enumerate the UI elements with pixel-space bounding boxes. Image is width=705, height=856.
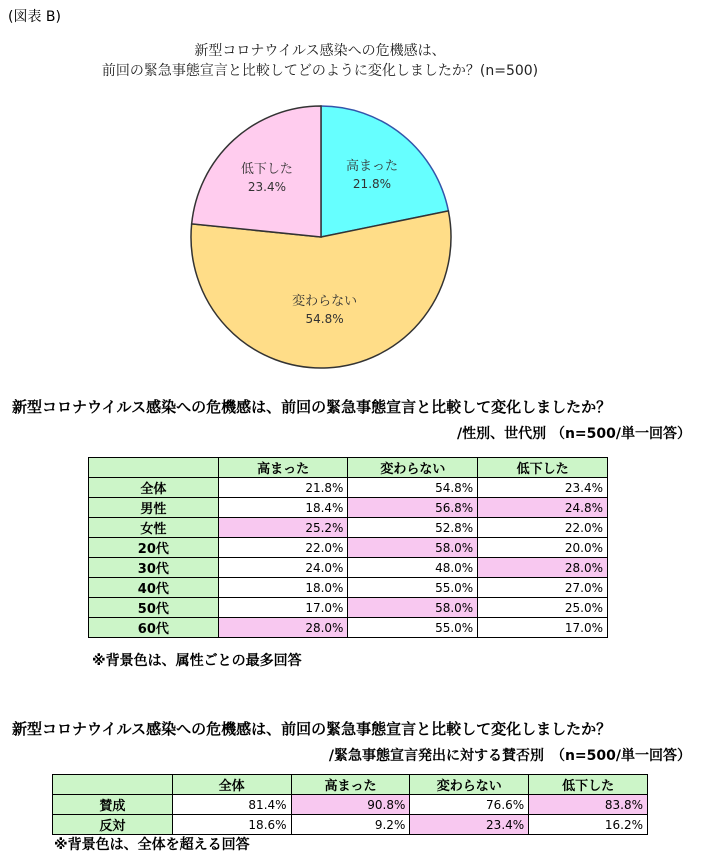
figure-label: (図表 B) <box>8 9 61 25</box>
value-cell: 83.8% <box>529 795 648 815</box>
value-cell: 18.6% <box>172 815 291 835</box>
column-header: 低下した <box>478 458 608 478</box>
pie-title-line2: 前回の緊急事態宣言と比較してどのように変化しましたか？(n=500) <box>101 63 539 79</box>
value-cell: 58.0% <box>348 538 478 558</box>
value-cell: 54.8% <box>348 478 478 498</box>
value-cell: 16.2% <box>529 815 648 835</box>
value-cell: 55.0% <box>348 618 478 638</box>
table1-subtitle: /性別、世代別 （n=500/単一回答） <box>456 426 691 442</box>
value-cell: 24.0% <box>218 558 348 578</box>
pie-slice-value: 21.8% <box>352 177 392 192</box>
row-label: 60代 <box>89 618 219 638</box>
table1-question: 新型コロナウイルス感染への危機感は、前回の緊急事態宣言と比較して変化しましたか？ <box>12 398 612 416</box>
row-label: 40代 <box>89 578 219 598</box>
table-row <box>89 538 608 558</box>
row-label: 50代 <box>89 598 219 618</box>
value-cell: 81.4% <box>172 795 291 815</box>
value-cell: 17.0% <box>478 618 608 638</box>
column-header: 低下した <box>529 775 648 795</box>
pie-slice-value: 54.8% <box>305 311 344 326</box>
value-cell: 20.0% <box>478 538 608 558</box>
table2-subtitle: /緊急事態宣言発出に対する賛否別 （n=500/単一回答） <box>328 748 691 764</box>
value-cell: 28.0% <box>478 558 608 578</box>
value-cell: 25.0% <box>478 598 608 618</box>
table-row <box>89 558 608 578</box>
value-cell: 52.8% <box>348 518 478 538</box>
row-label: 男性 <box>89 498 219 518</box>
row-label: 賛成 <box>53 795 173 815</box>
table2-question: 新型コロナウイルス感染への危機感は、前回の緊急事態宣言と比較して変化しましたか？ <box>12 720 612 738</box>
table-row <box>53 795 648 815</box>
row-label: 全体 <box>89 478 219 498</box>
table-row <box>89 478 608 498</box>
table-row <box>89 618 608 638</box>
column-header: 高まった <box>291 775 410 795</box>
value-cell: 23.4% <box>478 478 608 498</box>
value-cell: 48.0% <box>348 558 478 578</box>
column-header: 高まった <box>218 458 348 478</box>
value-cell: 23.4% <box>410 815 529 835</box>
column-header: 全体 <box>172 775 291 795</box>
value-cell: 9.2% <box>291 815 410 835</box>
pie-slice-label: 変わらない <box>292 293 358 309</box>
table2 <box>52 774 648 835</box>
value-cell: 28.0% <box>218 618 348 638</box>
value-cell: 24.8% <box>478 498 608 518</box>
row-label: 20代 <box>89 538 219 558</box>
value-cell: 18.4% <box>218 498 348 518</box>
value-cell: 58.0% <box>348 598 478 618</box>
value-cell: 18.0% <box>218 578 348 598</box>
value-cell: 22.0% <box>478 518 608 538</box>
value-cell: 55.0% <box>348 578 478 598</box>
value-cell: 21.8% <box>218 478 348 498</box>
row-label: 女性 <box>89 518 219 538</box>
value-cell: 90.8% <box>291 795 410 815</box>
table1-note: ※背景色は、属性ごとの最多回答 <box>92 653 302 669</box>
table-row <box>89 518 608 538</box>
header-row <box>53 775 648 795</box>
table-row <box>89 598 608 618</box>
value-cell: 56.8% <box>348 498 478 518</box>
pie-slice-label: 高まった <box>345 159 398 175</box>
corner-cell <box>53 775 173 795</box>
pie-chart <box>0 0 705 380</box>
row-label: 30代 <box>89 558 219 578</box>
pie-title-line1: 新型コロナウイルス感染への危機感は、 <box>194 43 446 59</box>
header-row <box>89 458 608 478</box>
value-cell: 25.2% <box>218 518 348 538</box>
value-cell: 17.0% <box>218 598 348 618</box>
table-row <box>89 498 608 518</box>
column-header: 変わらない <box>348 458 478 478</box>
value-cell: 76.6% <box>410 795 529 815</box>
table-row <box>53 815 648 835</box>
pie-slice-label: 低下した <box>240 161 293 177</box>
pie-slice-value: 23.4% <box>247 179 287 194</box>
table2-note: ※背景色は、全体を超える回答 <box>54 837 250 853</box>
corner-cell <box>89 458 219 478</box>
column-header: 変わらない <box>410 775 529 795</box>
table-row <box>89 578 608 598</box>
row-label: 反対 <box>53 815 173 835</box>
table1 <box>88 457 608 638</box>
value-cell: 27.0% <box>478 578 608 598</box>
value-cell: 22.0% <box>218 538 348 558</box>
